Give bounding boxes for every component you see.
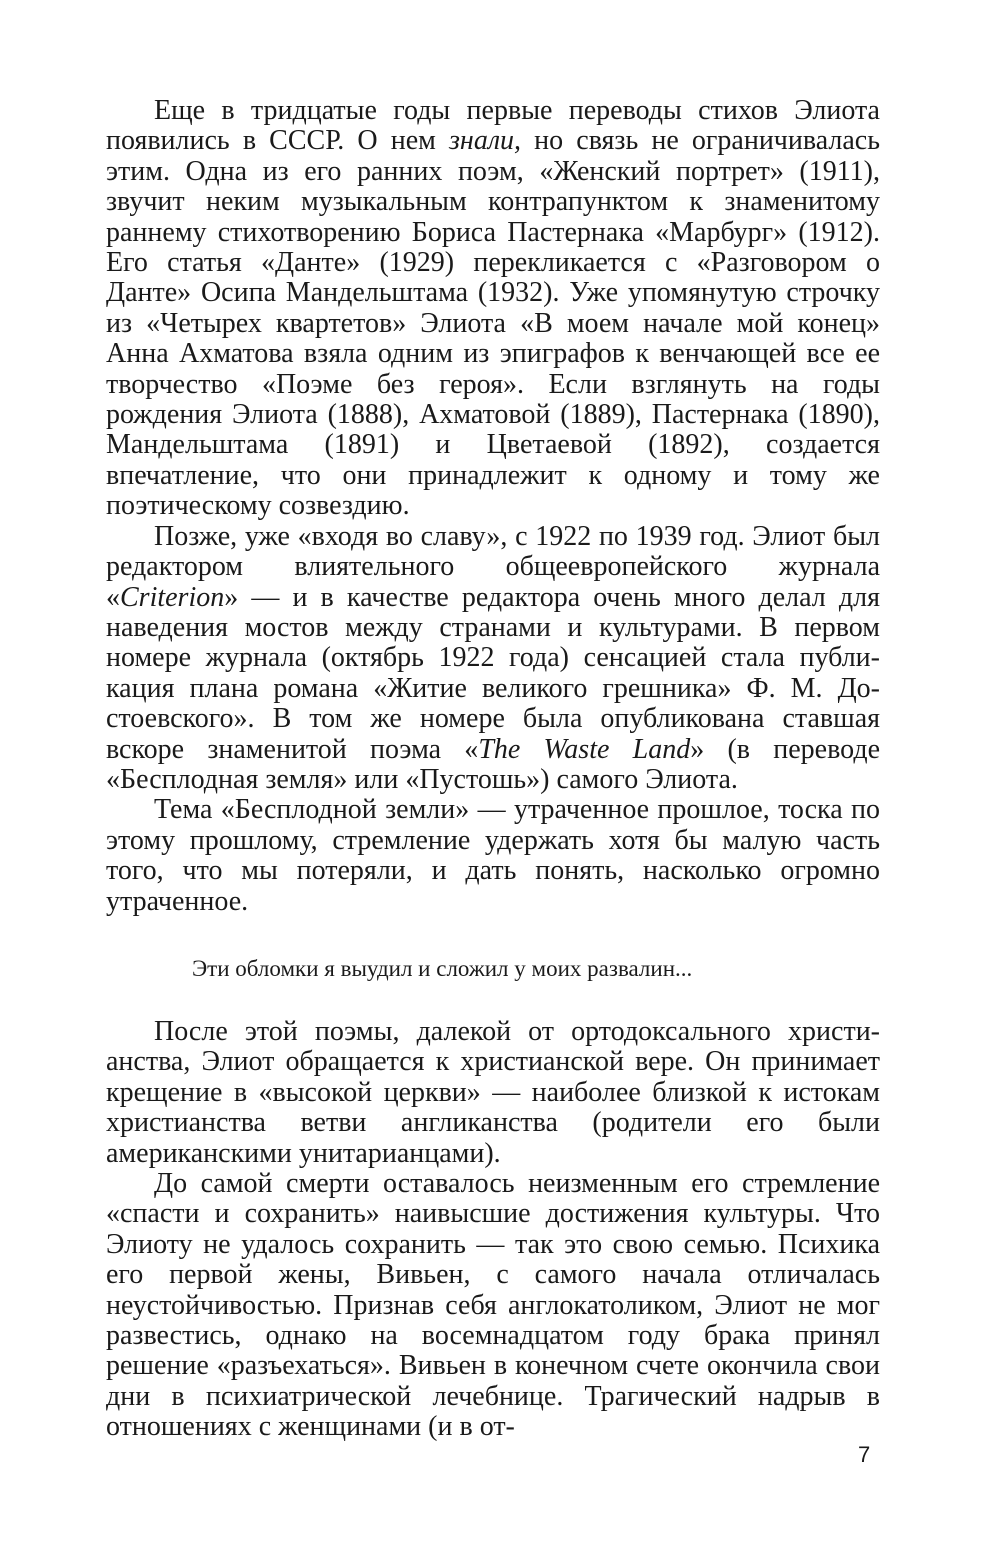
paragraph-3: Тема «Бесплодной земли» — утраченное прошлое, тоска по этому прошлому, стремление удержать хотя бы малую часть того, что мы потеряли, и дать понять, насколько огромно утраченное. xyxy=(106,794,880,917)
paragraph-2-text-c: » (в переводе «Бесплодная земля» или «Пустошь») самого Элиота. xyxy=(106,733,880,795)
paragraph-2-emphasis-waste-land: The Waste Land xyxy=(478,733,691,765)
paragraph-2 xyxy=(106,522,880,796)
paragraph-1-text-a: Еще в тридцатые годы первые переводы стихов Элиота появились в СССР. О нем xyxy=(106,95,880,157)
page-number: 7 xyxy=(858,1442,871,1467)
paragraph-4: После этой поэмы, далекой от ортодоксального христианства, Элиот обращается к христианской вере. Он принимает крещение в «высокой церкви» — наиболее близкой к истокам христианства ветви англиканства (родители его были американскими унитарианцами). xyxy=(106,1015,880,1169)
page-body xyxy=(106,96,880,1443)
paragraph-2-text-a: Позже, уже «входя во славу», с 1922 по 1939 год. Элиот был редактором влиятельного общеевропейского журнала « xyxy=(106,520,880,613)
paragraph-1 xyxy=(106,96,880,522)
paragraph-2-emphasis-criterion: Criterion xyxy=(120,581,225,613)
paragraph-1-text-b: но связь не ограничивалась этим. Одна из его ранних поэм, «Женский портрет» (1911), звучит неким музыкальным контрапунктом к знаменитому раннему стихотворению Бориса Пастернака «Марбург» (1912). Его статья «Данте» (1929) перекликается с «Разговором о Данте» Осипа Мандельштама (1932). Уже упомянутую строчку из «Четырех квартетов» Элиота «В моем начале мой конец» Анна Ахматова взяла одним из эпиграфов к венчающей все ее творчество «Поэме без героя». Если взглянуть на годы рождения Элиота (1888), Ахматовой (1889), Пастернака (1890), Мандельштама (1891) и Цветаевой (1892), создается впечатление, что они принадлежит к одному и тому же поэтическому созвездию. xyxy=(106,125,880,522)
paragraph-5: До самой смерти оставалось неизменным его стремление «спасти и сохранить» наивысшие достижения культуры. Что Элиоту не удалось сохранить — так это свою семью. Психика его первой жены, Вивьен, с самого начала отличалась неустойчивостью. Признав себя англокатоликом, Элиот не мог развестись, однако на восемнадцатом году брака принял решение «разъехаться». Вивьен в конечном счете окончила свои дни в психиатрической лечебнице. Трагический надрыв в отношениях с женщинами (и в от- xyxy=(106,1168,880,1443)
epigraph-quote: Эти обломки я выудил и сложил у моих развалин... xyxy=(192,955,693,981)
paragraph-1-emphasis: знали, xyxy=(449,125,522,157)
paragraph-2-text-b: » — и в качестве редактора очень много делал для наведения мостов между странами и культурами. В первом номере журнала (октябрь 1922 года) сенсацией стала публикация плана романа «Житие великого грешника» Ф. М. Достоевского». В том же номере была опубликована ставшая вскоре знаменитой поэма « xyxy=(106,581,880,765)
